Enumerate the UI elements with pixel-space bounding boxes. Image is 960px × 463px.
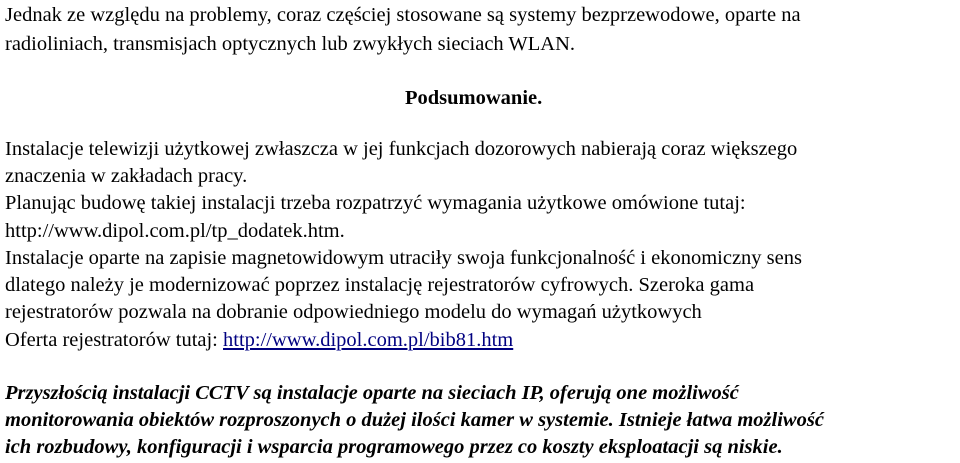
conclusion-line-1: Przyszłością instalacji CCTV są instalacje oparte na sieciach IP, oferują one możliwość: [5, 382, 739, 404]
conclusion-line-3: ich rozbudowy, konfiguracji i wsparcia programowego przez co koszty eksploatacji są niskie.: [5, 436, 783, 458]
offer-prefix: Oferta rejestratorów tutaj:: [5, 329, 224, 351]
summary-para3-line-3: rejestratorów pozwala na dobranie odpowiedniego modelu do wymagań użytkowych: [5, 301, 702, 323]
intro-line-2: radioliniach, transmisjach optycznych lub zwykłych sieciach WLAN.: [5, 33, 576, 55]
conclusion-line-2: monitorowania obiektów rozproszonych o dużej ilości kamer w systemie. Istnieje łatwa możliwość: [5, 409, 824, 431]
summary-para3-line-1: Instalacje oparte na zapisie magnetowidowym utraciły swoja funkcjonalność i ekonomiczny sens: [5, 247, 802, 269]
offer-link[interactable]: http://www.dipol.com.pl/bib81.htm: [223, 329, 514, 351]
summary-para1-line-1: Instalacje telewizji użytkowej zwłaszcza w jej funkcjach dozorowych nabierają coraz większego: [5, 138, 798, 160]
summary-heading: Podsumowanie.: [405, 87, 543, 109]
summary-para2-line-1: Planując budowę takiej instalacji trzeba rozpatrzyć wymagania użytkowe omówione tutaj:: [5, 192, 746, 214]
intro-line-1: Jednak ze względu na problemy, coraz częściej stosowane są systemy bezprzewodowe, oparte na: [5, 4, 801, 26]
offer-line: [5, 327, 513, 353]
summary-para2-line-2: http://www.dipol.com.pl/tp_dodatek.htm.: [5, 220, 345, 242]
summary-para3-line-2: dlatego należy je modernizować poprzez instalację rejestratorów cyfrowych. Szeroka gama: [5, 274, 755, 296]
summary-para1-line-2: znaczenia w zakładach pracy.: [5, 165, 248, 187]
